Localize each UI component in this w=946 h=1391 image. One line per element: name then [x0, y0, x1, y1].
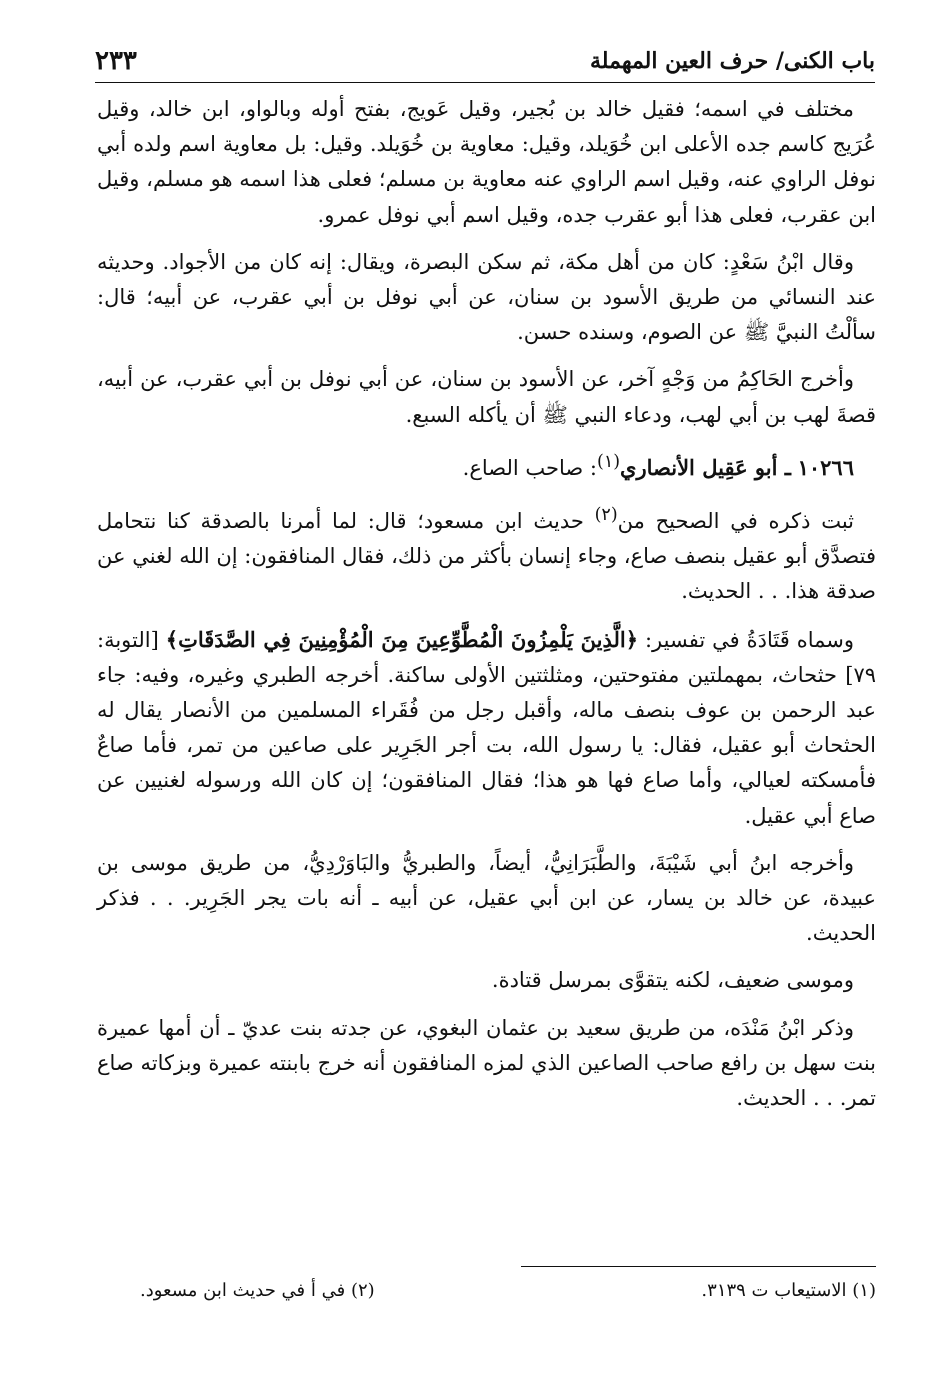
paragraph-5: وسماه قَتَادَةُ في تفسير: ﴿الَّذِينَ يَلْمِزُونَ الْمُطَّوِّعِينَ مِنَ الْمُؤْمِنِينَ فِي الصَّدَقَاتِ﴾ [التوبة: ٧٩] حثحاث، بمهملتين مفتوحتين، ومثلثتين الأولى ساكنة. أخرجه الطبري وغيره، وفيه: جاء عبد الرحمن بن عوف بنصف ماله، وأقبل رجل من فُقَراء المسلمين من الأنصار يقال له الحثحاث أبو عقيل، فقال: يا رسول الله، بت أجر الجَرِير على صاعين من تمر، فأما صاعٌ فأمسكته لعيالي، وأما صاع فها هو هذا؛ فقال المنافقون؛ إن كان الله ورسوله لغنيين عن صاع أبي عقيل.: [97, 626, 876, 828]
body-text: [97, 92, 876, 1128]
entry-heading: ١٠٢٦٦ ـ أبو عَقِيل الأنصاري$^{(١)}$: صاحب الصاع.: [462, 451, 854, 480]
footnote-rule: [521, 1266, 876, 1267]
paragraph-4: ثبت ذكره في الصحيح من$^{(٢)}$ حديث ابن مسعود؛ قال: لما أمرنا بالصدقة كنا نتحامل فتصدَّق أبو عقيل بنصف صاع، وجاء إنسان بأكثر من ذلك، فقال المنافقون: إن الله لغني عن صدقة هذا. . . الحديث.: [97, 505, 876, 604]
entry-rest: : صاحب الصاع.: [462, 455, 597, 480]
footnotes: [140, 1280, 876, 1301]
footnote-ref-1: (١): [596, 451, 621, 472]
paragraph-1: مختلف في اسمه؛ فقيل خالد بن بُجير، وقيل عَويج، بفتح أوله وبالواو، ابن خالد، وقيل عُرَيج كاسم جده الأعلى ابن خُوَيلد، وقيل: معاوية بن خُوَيلد. وقيل: بل معاوية اسم ولده أبي نوفل الراوي عنه، وقيل اسم الراوي عنه معاوية بن مسلم؛ فعلى هذا اسمه هو مسلم، وقيل ابن عقرب، فعلى هذا أبو عقرب جده، وقيل اسم أبي نوفل عمرو.: [97, 97, 876, 227]
header-title: باب الكنى/ حرف العين المهملة: [576, 48, 875, 74]
entry-name: أبو عَقِيل الأنصاري: [620, 454, 778, 480]
page-number: ٢٣٣: [95, 46, 151, 76]
running-header: [95, 38, 875, 83]
paragraph-3: وأخرج الحَاكِمُ من وَجْهٍ آخر، عن الأسود بن سنان، عن أبي نوفل بن أبي عقرب، عن أبيه، قصةَ لهب بن أبي لهب، ودعاء النبي ﷺ أن يأكله السبع.: [97, 367, 876, 427]
footnote-ref-2: (٢): [594, 505, 618, 526]
footnote-1: (١) الاستيعاب ت ٣١٣٩.: [701, 1280, 876, 1301]
footnote-2: (٢) في أ في حديث ابن مسعود.: [140, 1280, 375, 1301]
paragraph-2: وقال ابْنُ سَعْدٍ: كان من أهل مكة، ثم سكن البصرة، ويقال: إنه كان من الأجواد. وحديثه عند النسائي من طريق الأسود بن سنان، عن أبي نوفل بن أبي عقرب، عن أبيه؛ قال: سألْتُ النبيَّ ﷺ عن الصوم، وسنده حسن.: [97, 249, 876, 345]
entry-number: ١٠٢٦٦: [797, 454, 854, 480]
paragraph-7: وموسى ضعيف، لكنه يتقوَّى بمرسل قتادة.: [491, 968, 854, 993]
paragraph-6: وأخرجه ابنُ أبي شَيْبَةَ، والطَّبَرَانِيُّ، أيضاً، والطبريُّ والبَاوَرْدِيُّ، من طريق موسى بن عبيدة، عن خالد بن يسار، عن ابن أبي عقيل، عن أبيه ـ أنه بات يجر الجَرِير. . . فذكر الحديث.: [97, 850, 876, 946]
paragraph-8: وذكر ابْنُ مَنْدَه، من طريق سعيد بن عثمان البغوي، عن جدته بنت عديّ ـ أن أمها عميرة بنت سهل بن رافع صاحب الصاعين الذي لمزه المنافقون أنه خرج بابنته عميرة وبزكاته صاع تمر. . . الحديث.: [97, 1015, 876, 1111]
quran-verse: ﴿الَّذِينَ يَلْمِزُونَ الْمُطَّوِّعِينَ مِنَ الْمُؤْمِنِينَ فِي الصَّدَقَاتِ﴾: [165, 626, 639, 652]
